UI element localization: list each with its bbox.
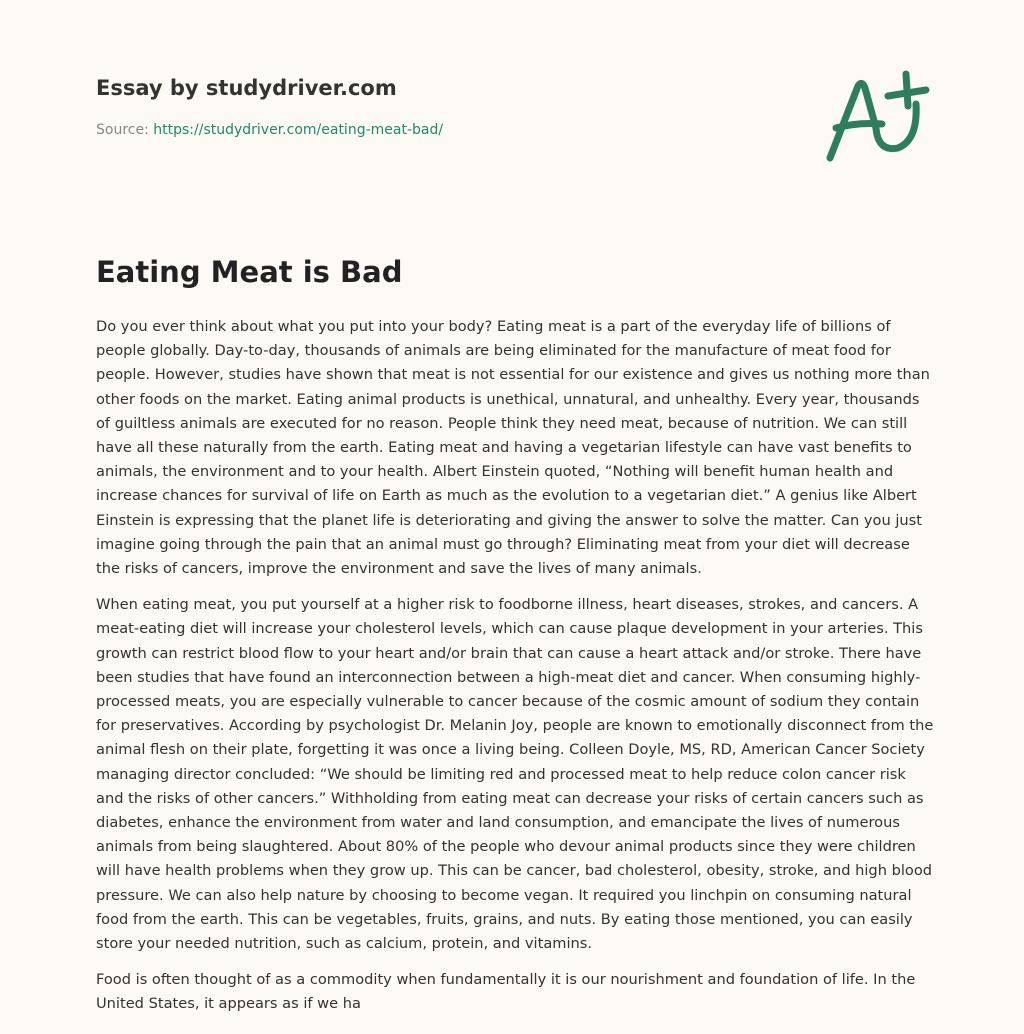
essay-body — [96, 315, 936, 1029]
source-link[interactable]: https://studydriver.com/eating-meat-bad/ — [153, 122, 444, 138]
essay-paragraph: Food is often thought of as a commodity when fundamentally it is our nourishment and foundation of life. In the United States, it appears as if we ha — [96, 971, 916, 1013]
essay-title: Eating Meat is Bad — [96, 255, 403, 289]
a-plus-logo-icon — [818, 66, 938, 166]
brand-title: Essay by studydriver.com — [96, 76, 397, 100]
essay-paragraph: Do you ever think about what you put into your body? Eating meat is a part of the everyday life of billions of people globally. Day-to-day, thousands of animals are being eliminated for the manufacture of meat food for people. However, studies have shown that meat is not essential for our existence and gives us nothing more than other foods on the market. Eating animal products is unethical, unnatural, and unhealthy. Every year, thousands of guiltless animals are executed for no reason. People think they need meat, because of nutrition. We can still have all these naturally from the earth. Eating meat and having a vegetarian lifestyle can have vast benefits to animals, the environment and to your health. Albert Einstein quoted, “Nothing will benefit human health and increase chances for survival of life on Earth as much as the evolution to a vegetarian diet.” A genius like Albert Einstein is expressing that the planet life is deteriorating and giving the answer to solve the matter. Can you just imagine going through the pain that an animal must go through? Eliminating meat from your diet will decrease the risks of cancers, improve the environment and save the lives of many animals. — [96, 318, 930, 578]
source-line — [96, 122, 443, 138]
source-label: Source: — [96, 122, 149, 138]
header — [96, 76, 443, 138]
essay-paragraph: When eating meat, you put yourself at a higher risk to foodborne illness, heart diseases, strokes, and cancers. A meat-eating diet will increase your cholesterol levels, which can cause plaque development in your arteries. This growth can restrict blood flow to your heart and/or brain that can cause a heart attack and/or stroke. There have been studies that have found an interconnection between a high-meat diet and cancer. When consuming highly-processed meats, you are especially vulnerable to cancer because of the cosmic amount of sodium they contain for preservatives. According by psychologist Dr. Melanin Joy, people are known to emotionally disconnect from the animal flesh on their plate, forgetting it was once a living being. Colleen Doyle, MS, RD, American Cancer Society managing director concluded: “We should be limiting red and processed meat to help reduce colon cancer risk and the risks of other cancers.” Withholding from eating meat can decrease your risks of certain cancers such as diabetes, enhance the environment from water and land consumption, and emancipate the lives of numerous animals from being slaughtered. About 80% of the people who devour animal products since they were children will have health problems when they grow up. This can be cancer, bad cholesterol, obesity, stroke, and high blood pressure. We can also help nature by choosing to become vegan. It required you linchpin on consuming natural food from the earth. This can be vegetables, fruits, grains, and nuts. By eating those mentioned, you can easily store your needed nutrition, such as calcium, protein, and vitamins. — [96, 596, 934, 953]
